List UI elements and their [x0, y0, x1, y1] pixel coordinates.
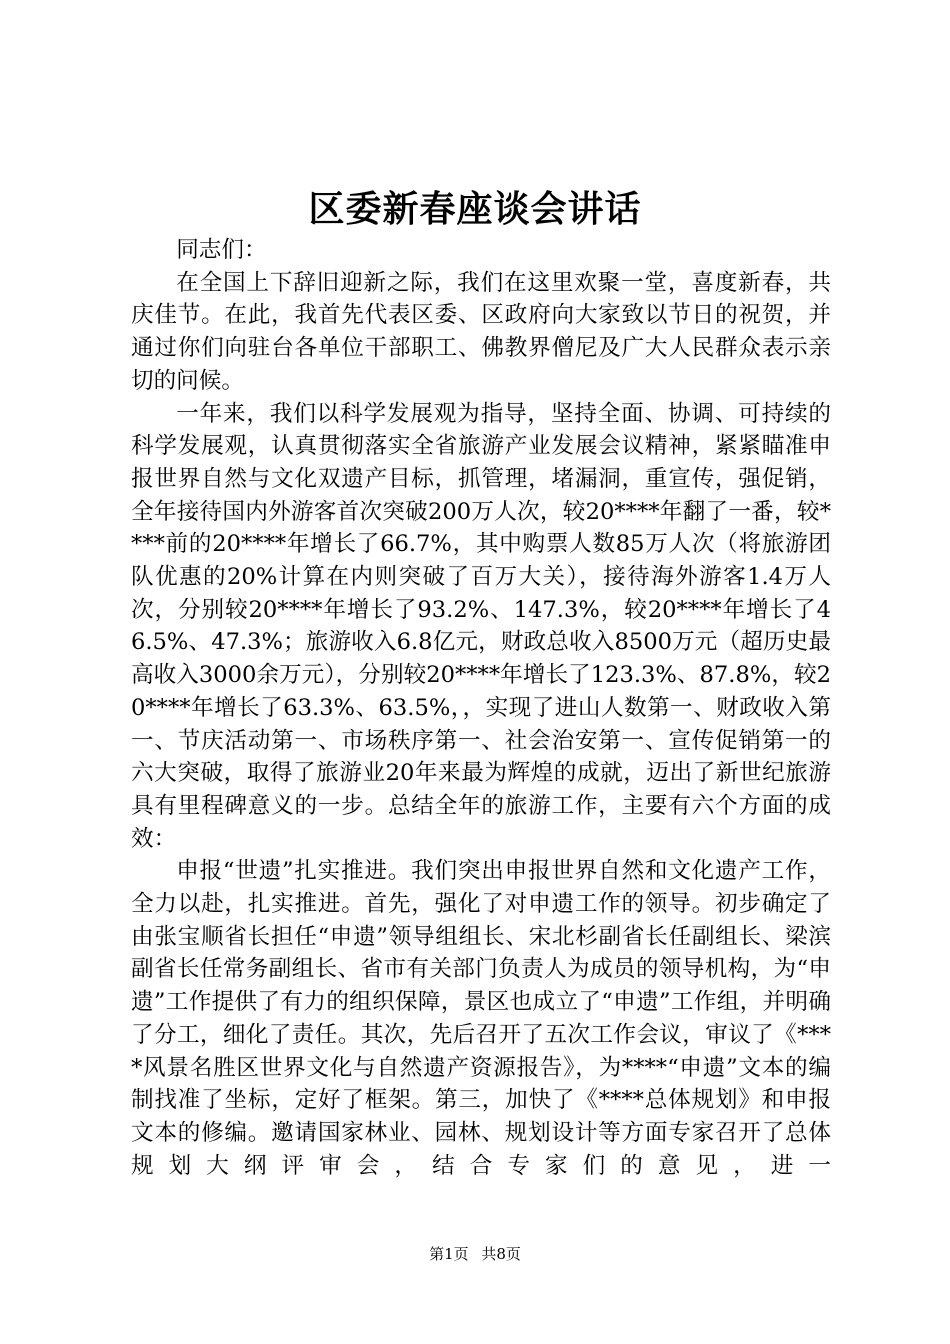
page-footer: [0, 1244, 950, 1264]
body-paragraph: 申报“世遗”扎实推进。我们突出申报世界自然和文化遗产工作，全力以赴，扎实推进。首先，强化了对申遗工作的领导。初步确定了由张宝顺省长担任“申遗”领导组组长、宋北杉副省长任副组长、梁滨副省长任常务副组长、省市有关部门负责人为成员的领导机构，为“申遗”工作提供了有力的组织保障，景区也成立了“申遗”工作组，并明确了分工，细化了责任。其次，先后召开了五次工作会议，审议了《****风景名胜区世界文化与自然遗产资源报告》，为****“申遗”文本的编制找准了坐标，定好了框架。第三，加快了《****总体规划》和申报文本的修编。邀请国家林业、园林、规划设计等方面专家召开了总体规划大纲评审会，结合专家们的意见，进一: [131, 858, 831, 1179]
body-paragraph: 在全国上下辞旧迎新之际，我们在这里欢聚一堂，喜度新春，共庆佳节。在此，我首先代表区委、区政府向大家致以节日的祝贺，并通过你们向驻台各单位干部职工、佛教界僧尼及广大人民群众表示亲切的问候。: [131, 269, 831, 394]
body-paragraph: 一年来，我们以科学发展观为指导，坚持全面、协调、可持续的科学发展观，认真贯彻落实全省旅游产业发展会议精神，紧紧瞄准申报世界自然与文化双遗产目标，抓管理，堵漏洞，重宣传，强促销，全年接待国内外游客首次突破200万人次，较20****年翻了一番，较****前的20****年增长了66.7%，其中购票人数85万人次（将旅游团队优惠的20%计算在内则突破了百万大关），接待海外游客1.4万人次，分别较20****年增长了93.2%、147.3%，较20****年增长了46.5%、47.3%；旅游收入6.8亿元，财政总收入8500万元（超历史最高收入3000余万元），分别较20****年增长了123.3%、87.8%，较20****年增长了63.3%、63.5%，，实现了进山人数第一、财政收入第一、节庆活动第一、市场秩序第一、社会治安第一、宣传促销第一的六大突破，取得了旅游业20年来最为辉煌的成就，迈出了新世纪旅游具有里程碑意义的一步。总结全年的旅游工作，主要有六个方面的成效：: [131, 400, 831, 852]
page-number: 第1页: [429, 1245, 469, 1263]
document-title: 区委新春座谈会讲话: [308, 188, 642, 230]
page-total: 共8页: [481, 1245, 521, 1263]
document-body: [131, 234, 831, 1182]
salutation-paragraph: 同志们：: [176, 237, 267, 263]
